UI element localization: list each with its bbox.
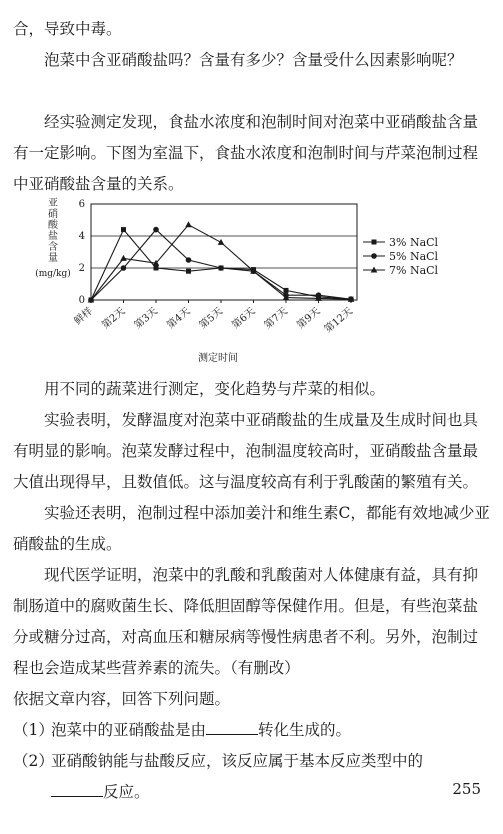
data-point [185,221,192,227]
paragraph-medicine: 现代医学证明，泡菜中的乳酸和乳酸菌对人体健康有益，具有抑制肠道中的腐败菌生长、降低胆固醇等保健作用。但是，有些泡菜盐分或糖分过高，对高血压和糖尿病等慢性病患者不利。另外，泡制过程也会造成某些营养素的流失。（有删改） [13,566,479,677]
paragraph-other-vegetables: 用不同的蔬菜进行测定，变化趋势与芹菜的相似。 [44,380,386,398]
data-point [218,265,224,271]
svg-text:亚硝酸盐含量(mg/kg): 亚硝酸盐含量(mg/kg) [35,198,71,279]
data-point [186,269,191,274]
data-point [186,257,192,263]
paragraph-temperature: 实验表明，发酵温度对泡菜中亚硝酸盐的生成量及生成时间也具有明显的影响。泡菜发酵过程中，泡制温度较高时，亚硝酸盐含量最大值出现得早，且数值低。这与温度较高有利于乳酸菌的繁殖有关。 [13,411,479,491]
legend-marker [372,240,377,245]
nitrite-line-chart [13,196,483,368]
y-tick-label: 6 [78,199,85,210]
legend-label: 3% NaCl [389,236,439,249]
y-tick-label: 2 [78,263,85,274]
paragraph-intro-tail: 合，导致中毒。 [13,20,122,38]
question-1-number: （1） [13,721,54,739]
x-tick-label: 第4天 [165,305,193,332]
data-point [120,255,127,261]
chart-legend [363,236,439,277]
legend-label: 5% NaCl [389,250,439,263]
data-point [154,266,159,271]
paragraph-ginger-vitc: 实验还表明，泡制过程中添加姜汁和维生素C，都能有效地减少亚硝酸盐的生成。 [13,504,490,553]
paragraph-instruction: 依据文章内容，回答下列问题。 [13,690,231,708]
x-tick-label: 第3天 [132,305,160,332]
plot-frame [91,204,357,300]
data-point [284,288,289,293]
legend-marker [371,253,377,259]
question-1 [13,715,490,746]
series-square [89,227,354,302]
data-point [121,227,126,232]
page-number: 255 [452,780,481,798]
series-triangle [88,221,355,302]
data-point [121,265,127,271]
question-2-text-after: 反应。 [103,783,150,801]
y-axis-title [35,197,71,279]
x-tick-label: 第9天 [295,305,323,332]
x-tick-label: 鲜样 [72,305,95,328]
x-axis-title: 测定时间 [198,353,238,364]
question-2-blank[interactable] [51,782,103,797]
x-tick-label: 第12天 [322,305,355,336]
legend-label: 7% NaCl [389,264,439,277]
y-tick-label: 0 [78,295,85,306]
x-tick-label: 第5天 [197,305,225,332]
x-tick-label: 第2天 [100,305,128,332]
data-point [218,239,225,245]
question-2-text: 亚硝酸钠能与盐酸反应，该反应属于基本反应类型中的 [51,752,424,770]
question-2 [13,746,490,808]
x-tick-label: 第7天 [262,305,290,332]
question-1-blank[interactable] [206,720,258,735]
data-point [153,227,159,233]
series-circle [88,227,354,303]
y-tick-label: 4 [78,231,85,242]
question-2-number: （2） [13,752,54,770]
question-1-text-before: 泡菜中的亚硝酸盐是由 [51,721,207,739]
paragraph-experiment: 经实验测定发现，食盐水浓度和泡制时间对泡菜中亚硝酸盐含量有一定影响。下图为室温下，食盐水浓度和泡制时间与芹菜泡制过程中亚硝酸盐含量的关系。 [13,113,479,193]
paragraph-questions: 泡菜中含亚硝酸盐吗？含量有多少？含量受什么因素影响呢？ [44,51,463,69]
question-1-text-after: 转化生成的。 [258,721,352,739]
x-tick-label: 第6天 [230,305,258,332]
